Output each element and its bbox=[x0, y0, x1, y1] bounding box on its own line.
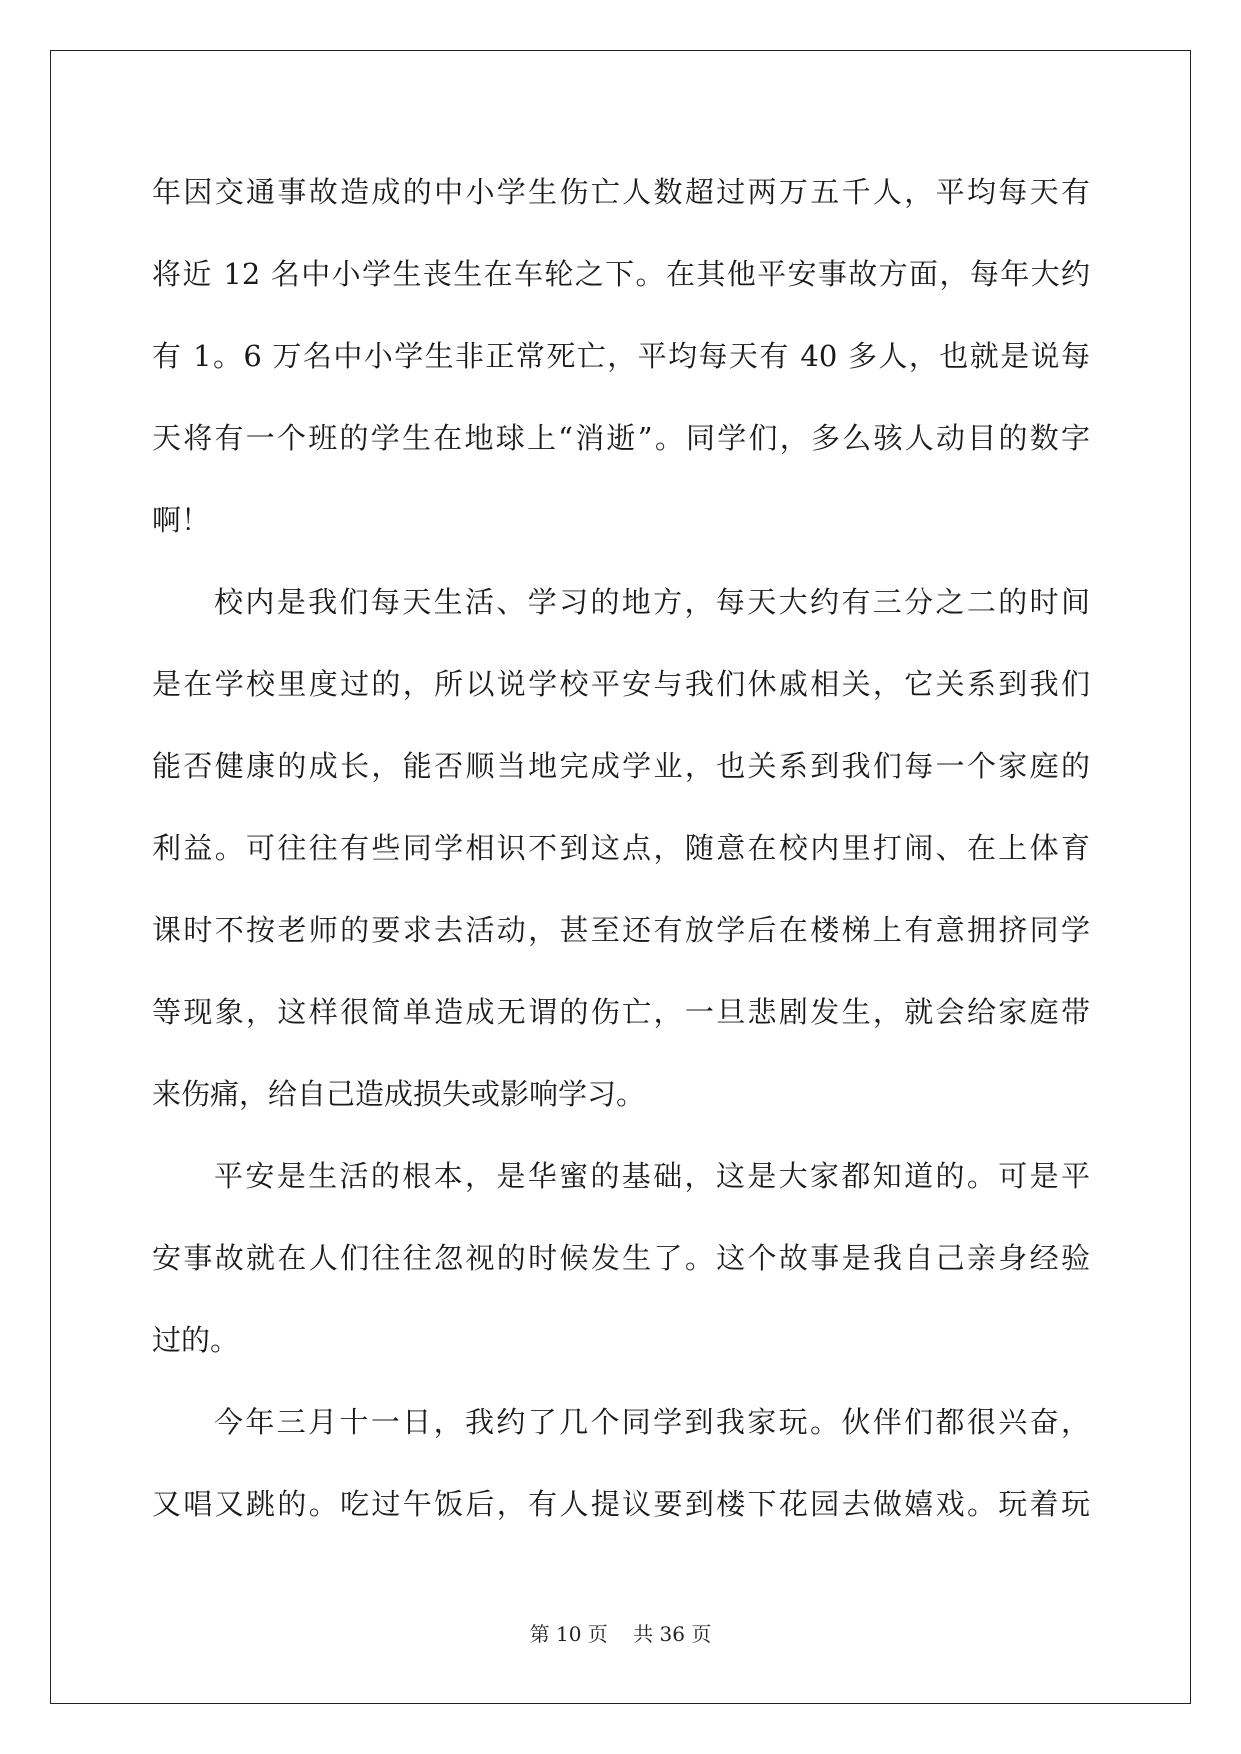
text-line: 又唱又跳的。吃过午饭后，有人提议要到楼下花园去做嬉戏。玩着玩 bbox=[152, 1487, 1090, 1521]
text-line: 过的。 bbox=[152, 1323, 240, 1357]
text-line: 课时不按老师的要求去活动，甚至还有放学后在楼梯上有意拥挤同学 bbox=[152, 913, 1090, 947]
paragraph-start-line: 平安是生活的根本，是华蜜的基础，这是大家都知道的。可是平 bbox=[214, 1159, 1090, 1193]
text-line: 安事故就在人们往往忽视的时候发生了。这个故事是我自己亲身经验 bbox=[152, 1241, 1090, 1275]
text-line: 来伤痛，给自己造成损失或影响学习。 bbox=[152, 1077, 646, 1111]
document-body bbox=[152, 165, 1090, 1559]
paragraph-start-line: 校内是我们每天生活、学习的地方，每天大约有三分之二的时间 bbox=[214, 585, 1090, 619]
text-line: 有 1。6 万名中小学生非正常死亡，平均每天有 40 多人，也就是说每 bbox=[152, 339, 1090, 373]
text-line: 能否健康的成长，能否顺当地完成学业，也关系到我们每一个家庭的 bbox=[152, 749, 1090, 783]
page-number-footer: 第 10 页 共 36 页 bbox=[529, 1622, 712, 1646]
text-line: 天将有一个班的学生在地球上“消逝”。同学们，多么骇人动目的数字 bbox=[152, 421, 1090, 455]
paragraph-start-line: 今年三月十一日，我约了几个同学到我家玩。伙伴们都很兴奋， bbox=[214, 1405, 1090, 1439]
text-line: 利益。可往往有些同学相识不到这点，随意在校内里打闹、在上体育 bbox=[152, 831, 1090, 865]
text-line: 是在学校里度过的，所以说学校平安与我们休戚相关，它关系到我们 bbox=[152, 667, 1090, 701]
text-line: 等现象，这样很简单造成无谓的伤亡，一旦悲剧发生，就会给家庭带 bbox=[152, 995, 1090, 1029]
text-line: 年因交通事故造成的中小学生伤亡人数超过两万五千人，平均每天有 bbox=[152, 175, 1090, 209]
text-line: 啊！ bbox=[152, 503, 211, 537]
text-line: 将近 12 名中小学生丧生在车轮之下。在其他平安事故方面，每年大约 bbox=[152, 257, 1090, 291]
